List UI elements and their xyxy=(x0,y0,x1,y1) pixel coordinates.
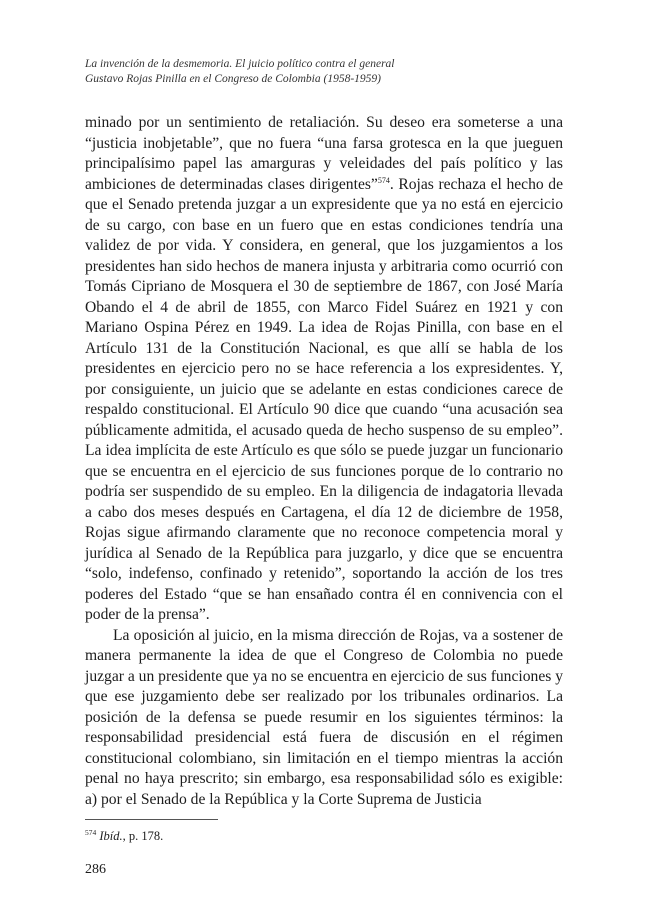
paragraph-1-text-before-note: minado por un sentimiento de retaliación. Su deseo era someterse a una “justicia inobjetable”, que no fuera “una farsa grotesca en la que jueguen principalísimo papel las amarguras y veleidades del país político y las ambiciones de determinadas clases dirigentes” xyxy=(85,114,563,193)
footnote-574 xyxy=(85,828,163,844)
body-text xyxy=(85,113,563,810)
running-head-line-2: Gustavo Rojas Pinilla en el Congreso de Colombia (1958-1959) xyxy=(85,73,381,85)
footnote-source: Ibíd. xyxy=(99,829,123,843)
paragraph-1-text-after-note: . Rojas rechaza el hecho de que el Senado pretenda juzgar a un expresidente que ya no está en ejercicio de su cargo, con base en un fuero que en estas condiciones tendría una validez de por vida. Y considera, en general, que los juzgamientos a los presidentes han sido hechos de manera injusta y arbitraria como ocurrió con Tomás Cipriano de Mosquera el 30 de septiembre de 1867, con José María Obando el 4 de abril de 1855, con Marco Fidel Suárez en 1921 y con Mariano Ospina Pérez en 1949. La idea de Rojas Pinilla, con base en el Artículo 131 de la Constitución Nacional, es que allí se habla de los presidentes en ejercicio pero no se hace referencia a los expresidentes. Y, por consiguiente, un juicio que se adelante en estas condiciones carece de respaldo constitucional. El Artículo 90 dice que cuando “una acusación sea públicamente admitida, el acusado queda de hecho suspenso de su empleo”. La idea implícita de este Artículo es que sólo se puede juzgar un funcionario que se encuentra en el ejercicio de sus funciones porque de lo contrario no podría ser suspendido de su empleo. En la diligencia de indagatoria llevada a cabo dos meses después en Cartagena, el día 12 de diciembre de 1958, Rojas sigue afirmando claramente que no reconoce competencia moral y jurídica al Senado de la República para juzgarlo, y dice que se encuentra “solo, indefenso, confinado y retenido”, soportando la acción de los tres poderes del Estado “que se han ensañado contra él en connivencia con el poder de la prensa”. xyxy=(85,175,563,623)
paragraph-1 xyxy=(85,113,563,626)
footnote-reference-574[interactable]: 574 xyxy=(377,175,390,185)
page-number: 286 xyxy=(85,862,106,877)
running-head xyxy=(85,57,565,87)
footnote-number: 574 xyxy=(85,828,97,837)
paragraph-2: La oposición al juicio, en la misma dirección de Rojas, va a sostener de manera permanente la idea de que el Congreso de Colombia no puede juzgar a un presidente que ya no se encuentra en ejercicio de sus funciones y que ese juzgamiento debe ser realizado por los tribunales ordinarios. La posición de la defensa se puede resumir en los siguientes términos: la responsabilidad presidencial está fuera de discusión en el régimen constitucional colombiano, sin limitación en el tiempo mientras la acción penal no haya prescrito; sin embargo, esa responsabilidad sólo es exigible: a) por el Senado de la República y la Corte Suprema de Justicia xyxy=(85,626,564,808)
footnote-citation: , p. 178. xyxy=(122,829,164,843)
footnote-divider xyxy=(85,819,218,820)
running-head-line-1: La invención de la desmemoria. El juicio político contra el general xyxy=(85,58,395,70)
